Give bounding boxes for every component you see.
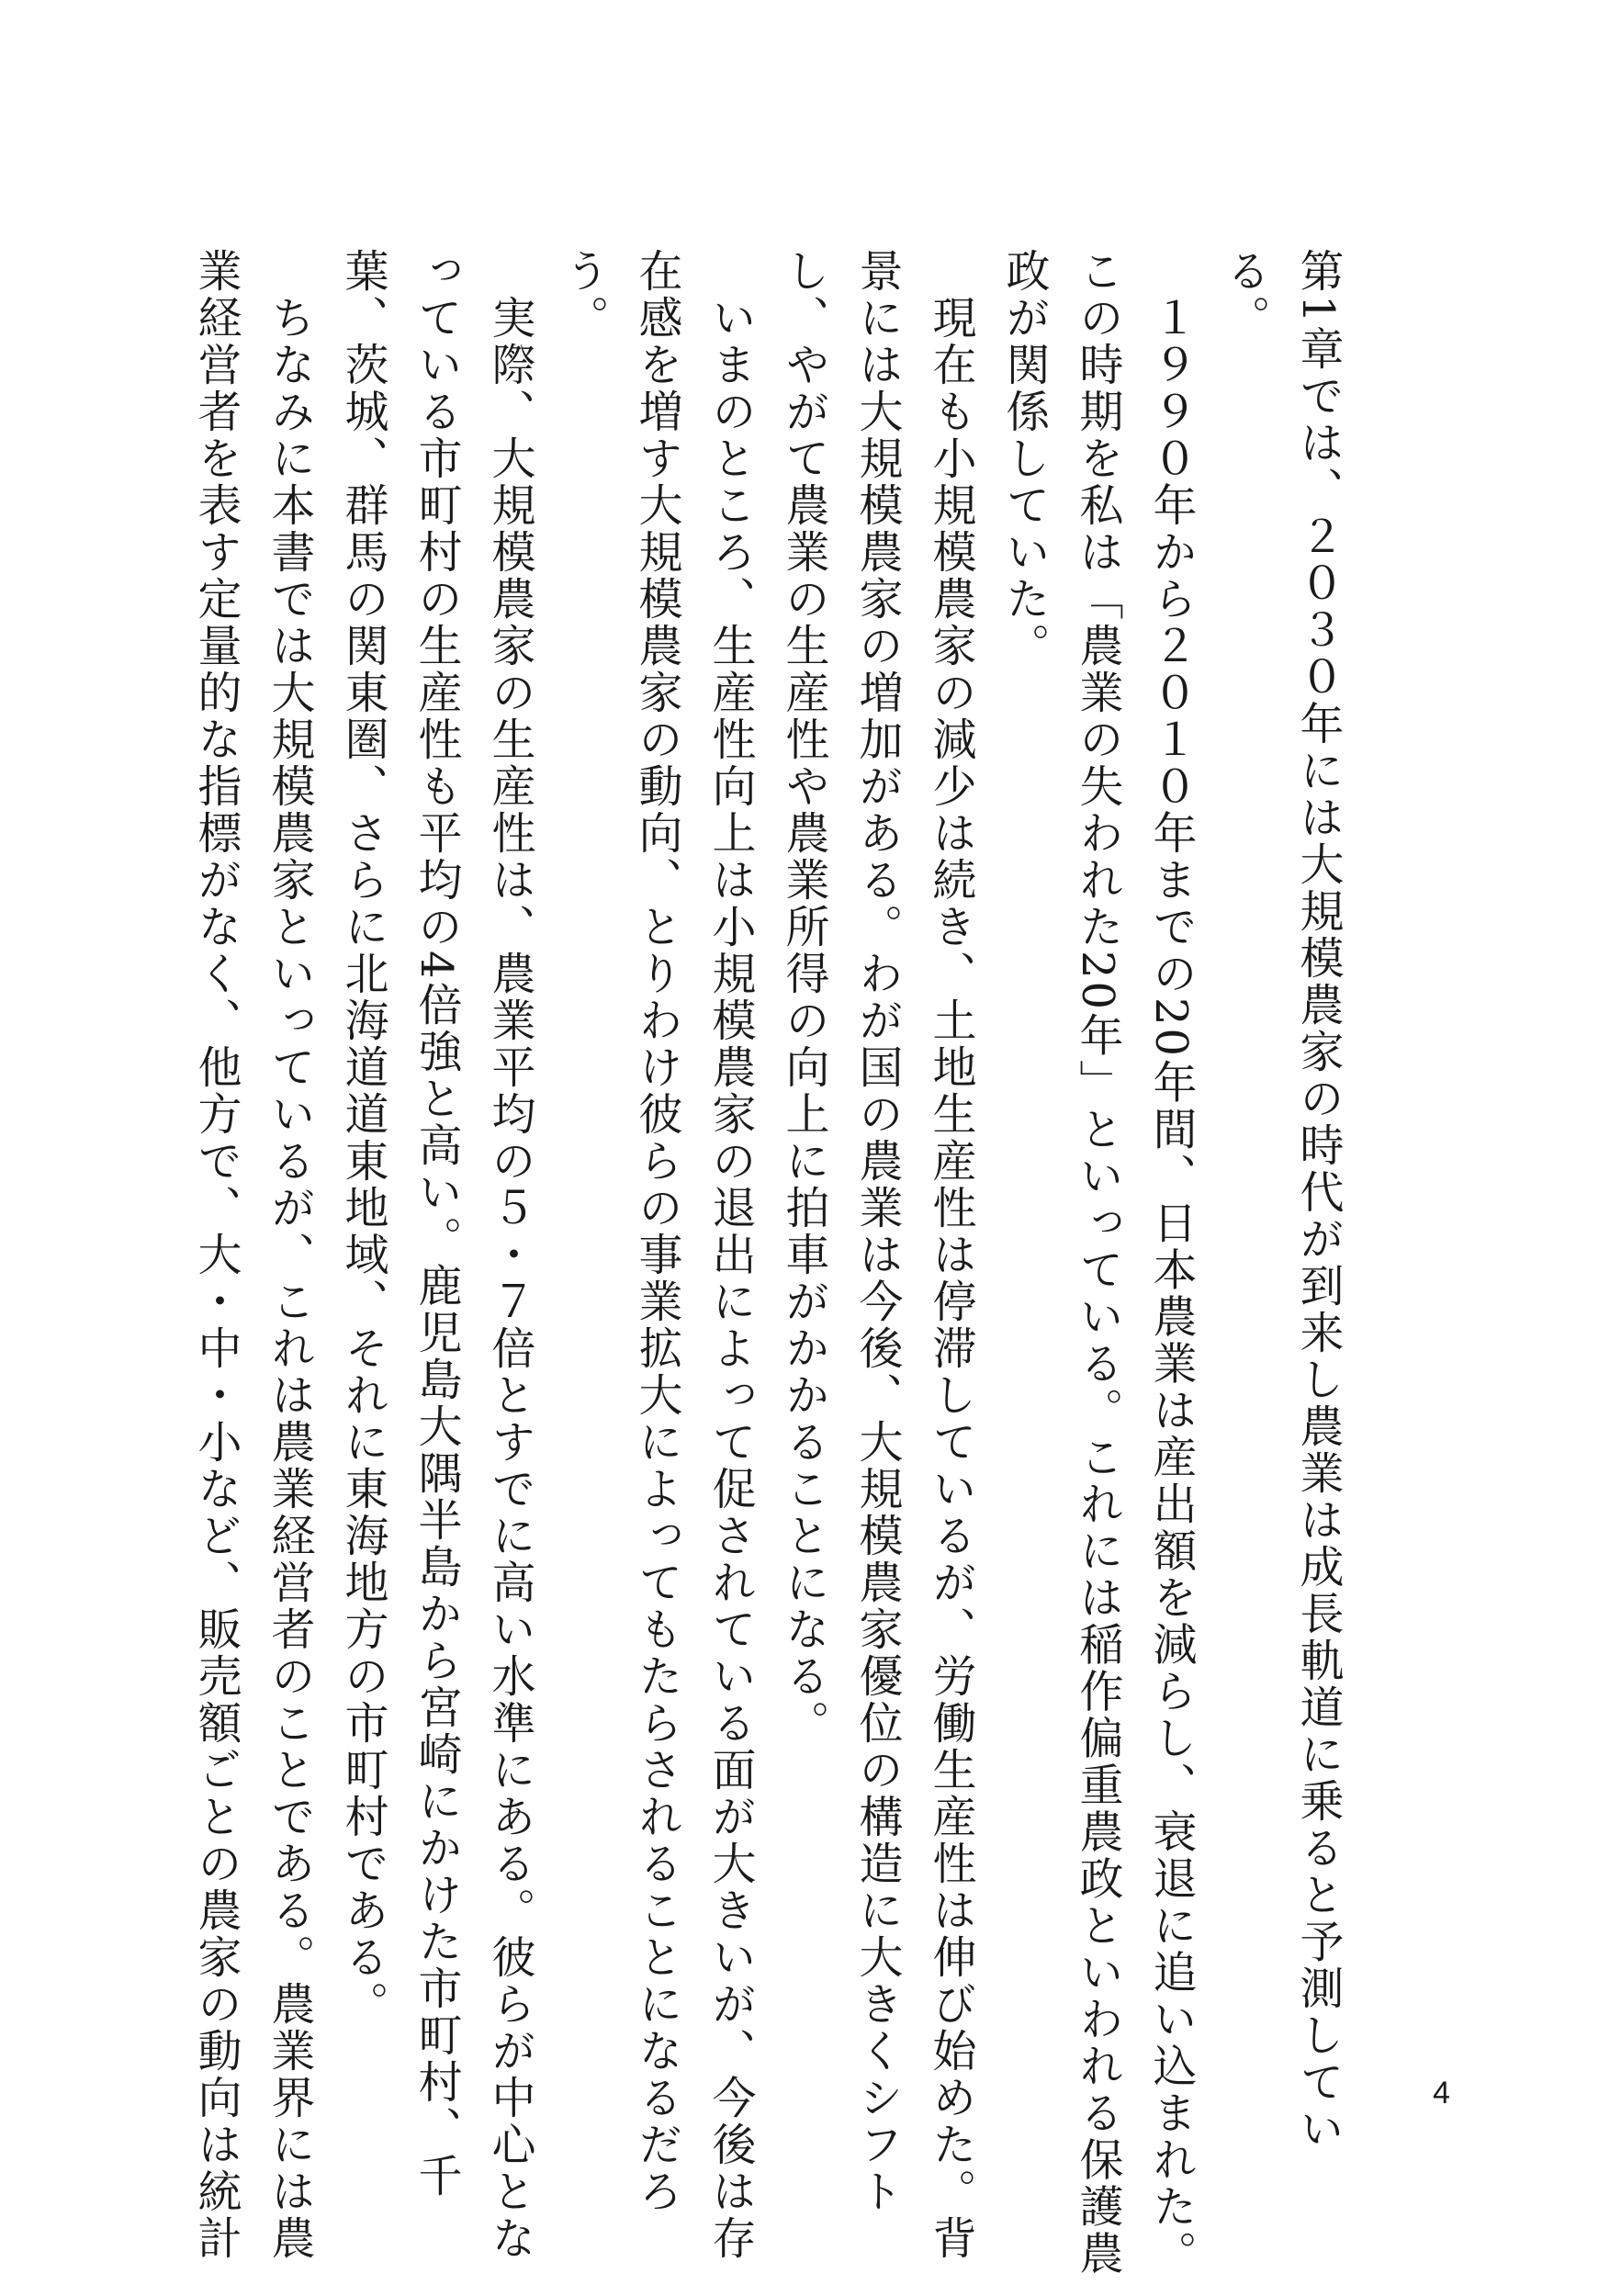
text-line: １９９０年から２０１０年までの20年間、日本農業は産出額を減らし、衰退に追い込まれた。 (1145, 248, 1197, 2278)
body-text (179, 248, 1355, 2278)
text-line: 業経営者を表す定量的な指標がなく、他方で、大・中・小など、販売額ごとの農家の動向は統計 (190, 248, 242, 2262)
text-line: う。 (557, 248, 609, 342)
text-line: 政が関係していた。 (998, 248, 1050, 670)
text-line: この時期を私は「農業の失われた20年」といっている。これには稲作偏重農政といわれる保護農 (1072, 248, 1123, 2278)
text-line: いまのところ、生産性向上は小規模農家の退出によって促されている面が大きいが、今後は存 (704, 248, 756, 2262)
text-line: 実際、大規模農家の生産性は、農業平均の５・７倍とすでに高い水準にある。彼らが中心とな (484, 248, 535, 2262)
page-number: 4 (1433, 2076, 1450, 2110)
text-line: 景には大規模農家の増加がある。わが国の農業は今後、大規模農家優位の構造に大きくシフト (851, 248, 903, 2215)
text-line: る。 (1219, 248, 1270, 342)
text-line: 在感を増す大規模農家の動向、とりわけ彼らの事業拡大によってもたらされることになるだろ (631, 248, 682, 2215)
text-line: ちなみに本書では大規模農家といっているが、これは農業経営者のことである。農業界には農 (264, 248, 315, 2262)
text-line: っている市町村の生産性も平均の4倍強と高い。鹿児島大隅半島から宮崎にかけた市町村、千 (411, 248, 462, 2200)
text-line: し、やがて農業の生産性や農業所得の向上に拍車がかかることになる。 (778, 248, 829, 1747)
text-line: 第1章では、２０３０年には大規模農家の時代が到来し農業は成長軌道に乗ると予測してい (1292, 248, 1344, 2153)
text-line: 現在も小規模農家の減少は続き、土地生産性は停滞しているが、労働生産性は伸び始めた。背 (925, 248, 976, 2262)
text-line: 葉、茨城、群馬の関東圏、さらに北海道道東地域、それに東海地方の市町村である。 (337, 248, 388, 2028)
